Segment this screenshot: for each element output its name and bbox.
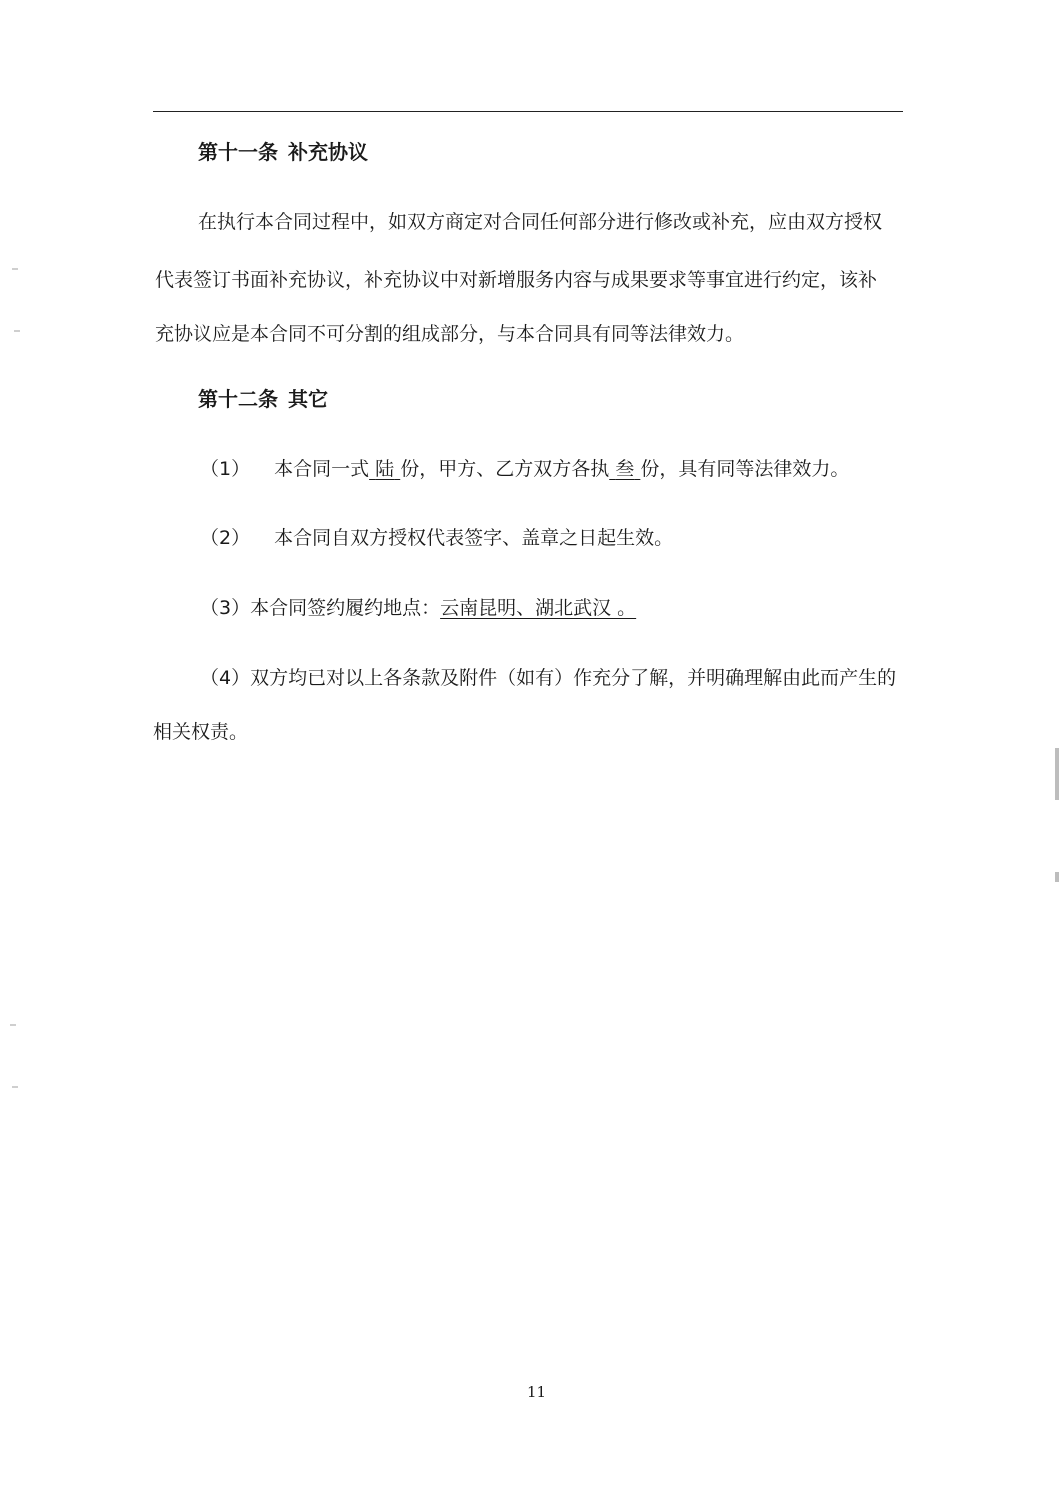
scan-artifact [14, 330, 20, 332]
scan-artifact [12, 268, 18, 270]
signing-place-field: 云南昆明、湖北武汉 。 [440, 597, 637, 619]
item-2-number: （2） [200, 527, 251, 549]
scan-edge-artifact [1055, 872, 1059, 882]
copies-total-field: 陆 [375, 458, 395, 480]
article-12-item-1 [200, 455, 849, 483]
item-2-text: 本合同自双方授权代表签字、盖章之日起生效。 [274, 527, 674, 549]
scan-artifact [10, 1024, 16, 1026]
item-1-number: （1） [200, 458, 251, 480]
article-11-line-3: 充协议应是本合同不可分割的组成部分，与本合同具有同等法律效力。 [155, 323, 745, 345]
page-number: 11 [526, 1383, 547, 1401]
article-12-item-4-line-2: 相关权责。 [153, 721, 249, 743]
scan-artifact [12, 1086, 18, 1088]
article-12-item-3 [200, 594, 636, 622]
article-12-heading [198, 385, 328, 413]
item-3-number: （3） [200, 597, 251, 619]
article-11-line-1: 在执行本合同过程中，如双方商定对合同任何部分进行修改或补充，应由双方授权 [198, 211, 883, 233]
article-12-number: 第十二条 [198, 387, 278, 411]
article-12-item-2 [200, 524, 673, 552]
article-12-item-4-line-1: （4）双方均已对以上各条款及附件（如有）作充分了解，并明确理解由此而产生的 [200, 667, 897, 689]
item-1-text-c: 份，具有同等法律效力。 [640, 458, 850, 480]
article-11-line-2: 代表签订书面补充协议，补充协议中对新增服务内容与成果要求等事宜进行约定，该补 [155, 269, 878, 291]
scan-edge-artifact [1055, 748, 1059, 800]
item-3-label: 本合同签约履约地点： [250, 597, 441, 619]
header-rule [153, 111, 903, 112]
item-1-text-b: 份，甲方、乙方双方各执 [400, 458, 610, 480]
article-12-title: 其它 [288, 387, 328, 411]
article-11-heading [198, 138, 368, 166]
article-11-title: 补充协议 [288, 140, 368, 164]
article-11-number: 第十一条 [198, 140, 278, 164]
copies-each-field: 叁 [615, 458, 635, 480]
item-1-text-a: 本合同一式 [274, 458, 370, 480]
